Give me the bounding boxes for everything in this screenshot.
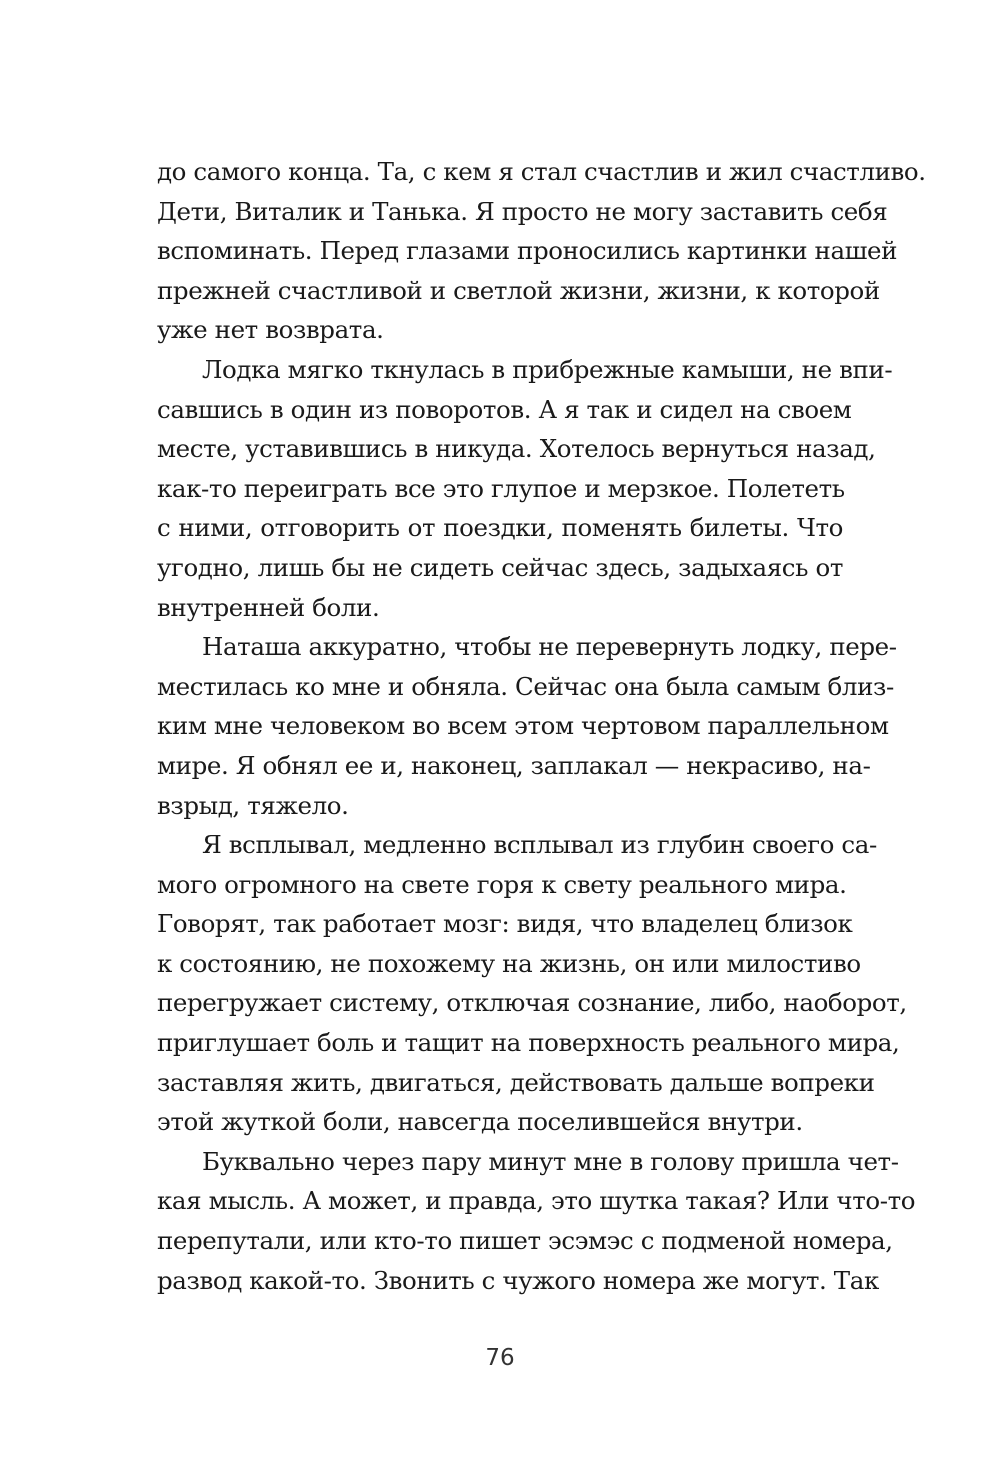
text-line: развод какой-то. Звонить с чужого номера же могут. Так [157,1265,879,1295]
text-line: заставляя жить, двигаться, действовать дальше вопреки [157,1067,875,1097]
text-line: с ними, отговорить от поездки, поменять билеты. Что [157,513,843,543]
text-line: Говорят, так работает мозг: видя, что владелец близок [157,909,853,939]
text-line: кая мысль. А может, и правда, это шутка такая? Или что-то [157,1186,916,1216]
text-line: Наташа аккуратно, чтобы не перевернуть лодку, пере- [202,632,897,662]
page-number: 76 [485,1345,515,1371]
text-line: внутренней боли. [157,592,380,622]
text-line: савшись в один из поворотов. А я так и сидел на своем [157,394,852,424]
text-line: уже нет возврата. [157,315,384,345]
text-line: как-то переиграть все это глупое и мерзкое. Полететь [157,473,845,503]
text-line: мире. Я обнял ее и, наконец, заплакал — некрасиво, на- [157,750,871,780]
text-line: Дети, Виталик и Танька. Я просто не могу заставить себя [157,196,888,226]
text-line: Я всплывал, медленно всплывал из глубин своего са- [202,830,877,860]
text-line: вспоминать. Перед глазами проносились картинки нашей [157,236,898,266]
text-line: ким мне человеком во всем этом чертовом параллельном [157,711,889,741]
text-line: прежней счастливой и светлой жизни, жизни, к которой [157,275,880,305]
text-line: Лодка мягко ткнулась в прибрежные камыши, не впи- [202,354,893,384]
text-line: мого огромного на свете горя к свету реального мира. [157,869,847,899]
text-line: этой жуткой боли, навсегда поселившейся внутри. [157,1107,803,1137]
page-body [157,152,926,1300]
text-line: взрыд, тяжело. [157,790,349,820]
text-line: угодно, лишь бы не сидеть сейчас здесь, задыхаясь от [157,552,843,582]
text-line: до самого конца. Та, с кем я стал счастлив и жил счастливо. [157,157,926,186]
text-line: перепутали, или кто-то пишет эсэмэс с подменой номера, [157,1226,893,1256]
text-line: местилась ко мне и обняла. Сейчас она была самым близ- [157,671,894,701]
text-line: месте, уставившись в никуда. Хотелось вернуться назад, [157,434,876,464]
text-line: перегружает систему, отключая сознание, либо, наоборот, [157,988,907,1018]
text-line: приглушает боль и тащит на поверхность реального мира, [157,1028,900,1058]
text-line: Буквально через пару минут мне в голову пришла чет- [202,1146,899,1176]
text-line: к состоянию, не похожему на жизнь, он или милостиво [157,948,861,978]
